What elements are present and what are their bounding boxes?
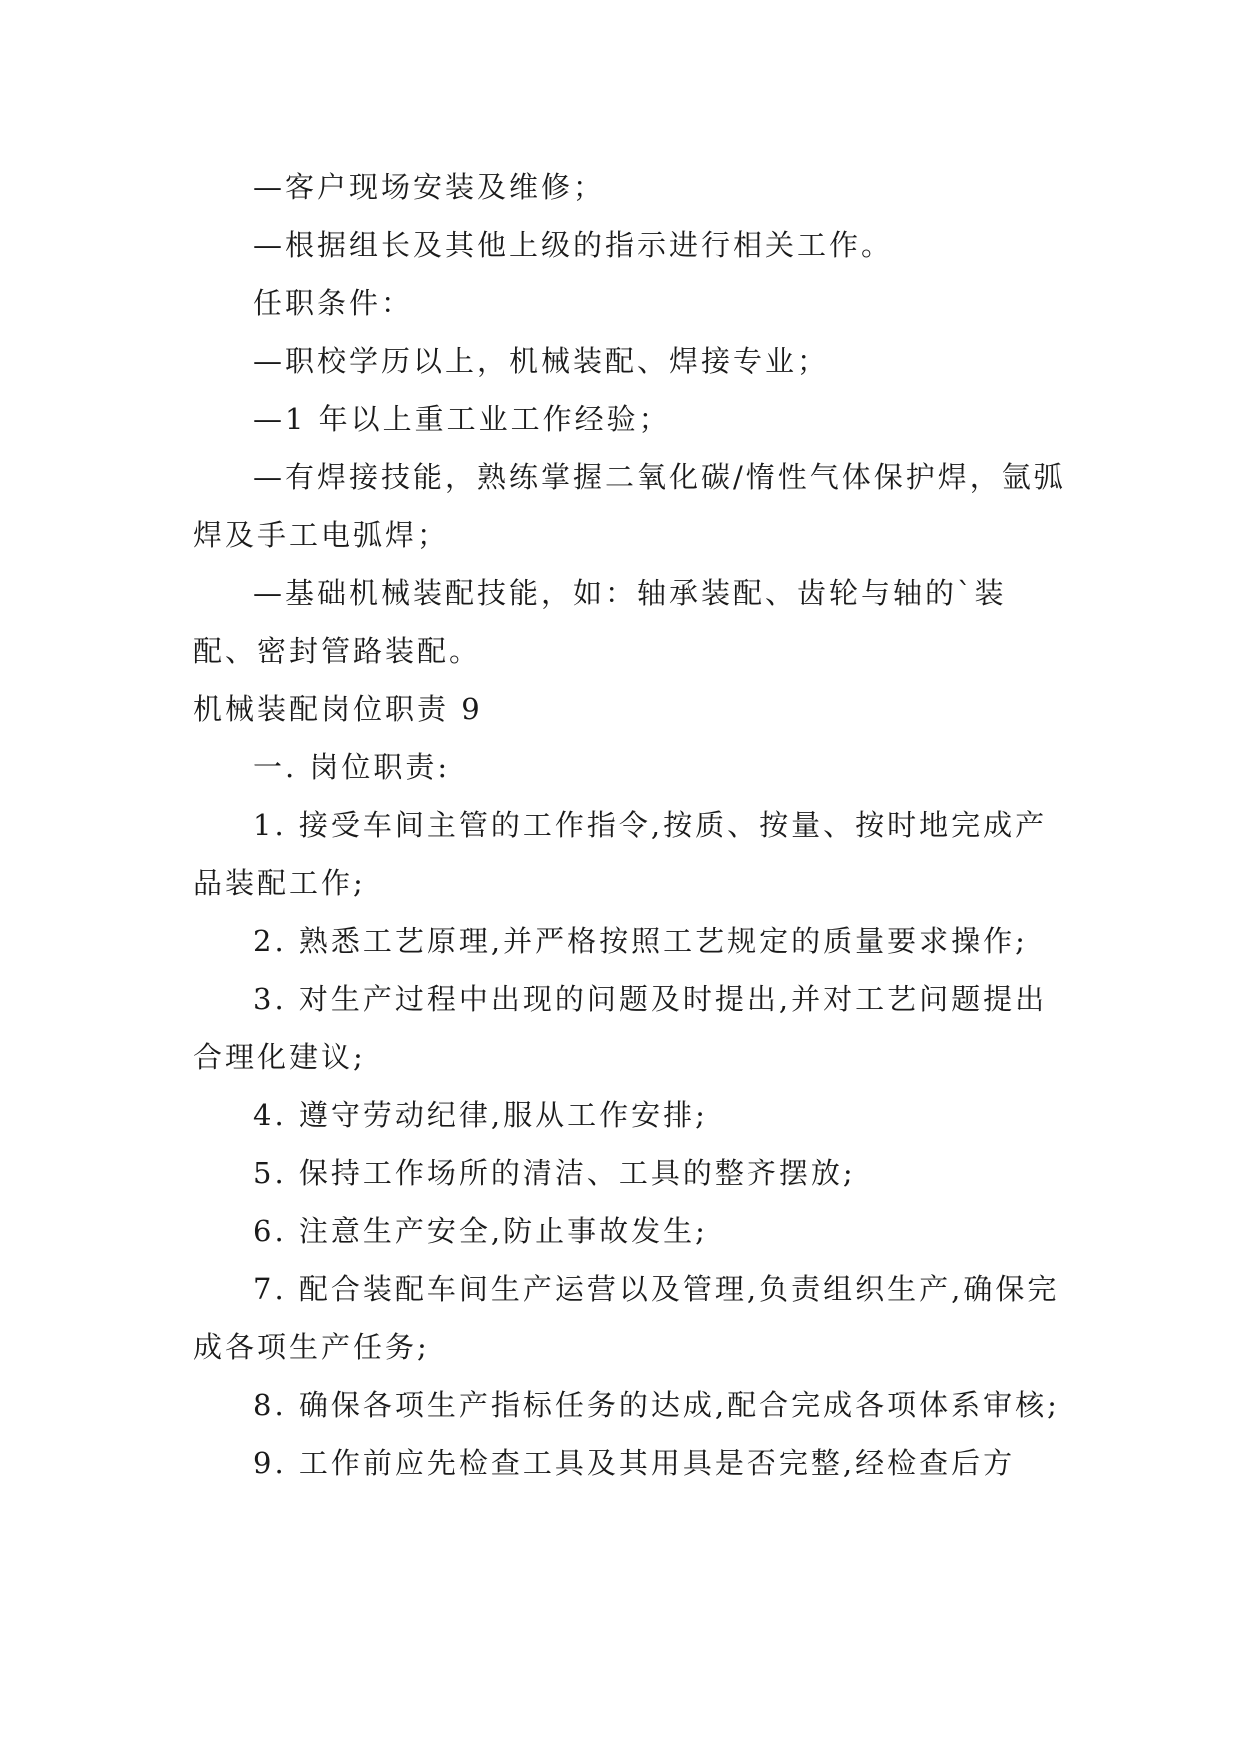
list-item-8: 8. 确保各项生产指标任务的达成,配合完成各项体系审核; xyxy=(253,1388,1060,1422)
paragraph-requirements-heading: 任职条件： xyxy=(253,286,414,320)
paragraph-experience: —1 年以上重工业工作经验； xyxy=(253,402,671,436)
list-item-7: 7. 配合装配车间生产运营以及管理,负责组织生产,确保完成各项生产任务; xyxy=(193,1272,1060,1364)
list-item-2: 2. 熟悉工艺原理,并严格按照工艺规定的质量要求操作; xyxy=(253,924,1028,958)
paragraph-education: —职校学历以上，机械装配、焊接专业； xyxy=(253,344,830,378)
list-item-1: 1. 接受车间主管的工作指令,按质、按量、按时地完成产品装配工作; xyxy=(193,808,1048,900)
document-body xyxy=(193,158,1068,1492)
paragraph-onsite-install: —客户现场安装及维修； xyxy=(253,170,606,204)
list-item-6: 6. 注意生产安全,防止事故发生; xyxy=(253,1214,708,1248)
section-heading: 机械装配岗位职责 9 xyxy=(193,692,483,726)
paragraph-assembly-skills: —基础机械装配技能，如：轴承装配、齿轮与轴的`装配、密封管路装配。 xyxy=(193,576,1007,668)
paragraph-welding-skills: —有焊接技能，熟练掌握二氧化碳/惰性气体保护焊，氩弧焊及手工电弧焊； xyxy=(193,460,1066,552)
list-item-5: 5. 保持工作场所的清洁、工具的整齐摆放; xyxy=(253,1156,856,1190)
list-item-3: 3. 对生产过程中出现的问题及时提出,并对工艺问题提出合理化建议; xyxy=(193,982,1048,1074)
paragraph-follow-instructions: —根据组长及其他上级的指示进行相关工作。 xyxy=(253,228,894,262)
paragraph-duties-heading: 一. 岗位职责: xyxy=(253,750,451,784)
list-item-4: 4. 遵守劳动纪律,服从工作安排; xyxy=(253,1098,708,1132)
list-item-9: 9. 工作前应先检查工具及其用具是否完整,经检查后方 xyxy=(253,1446,1016,1480)
